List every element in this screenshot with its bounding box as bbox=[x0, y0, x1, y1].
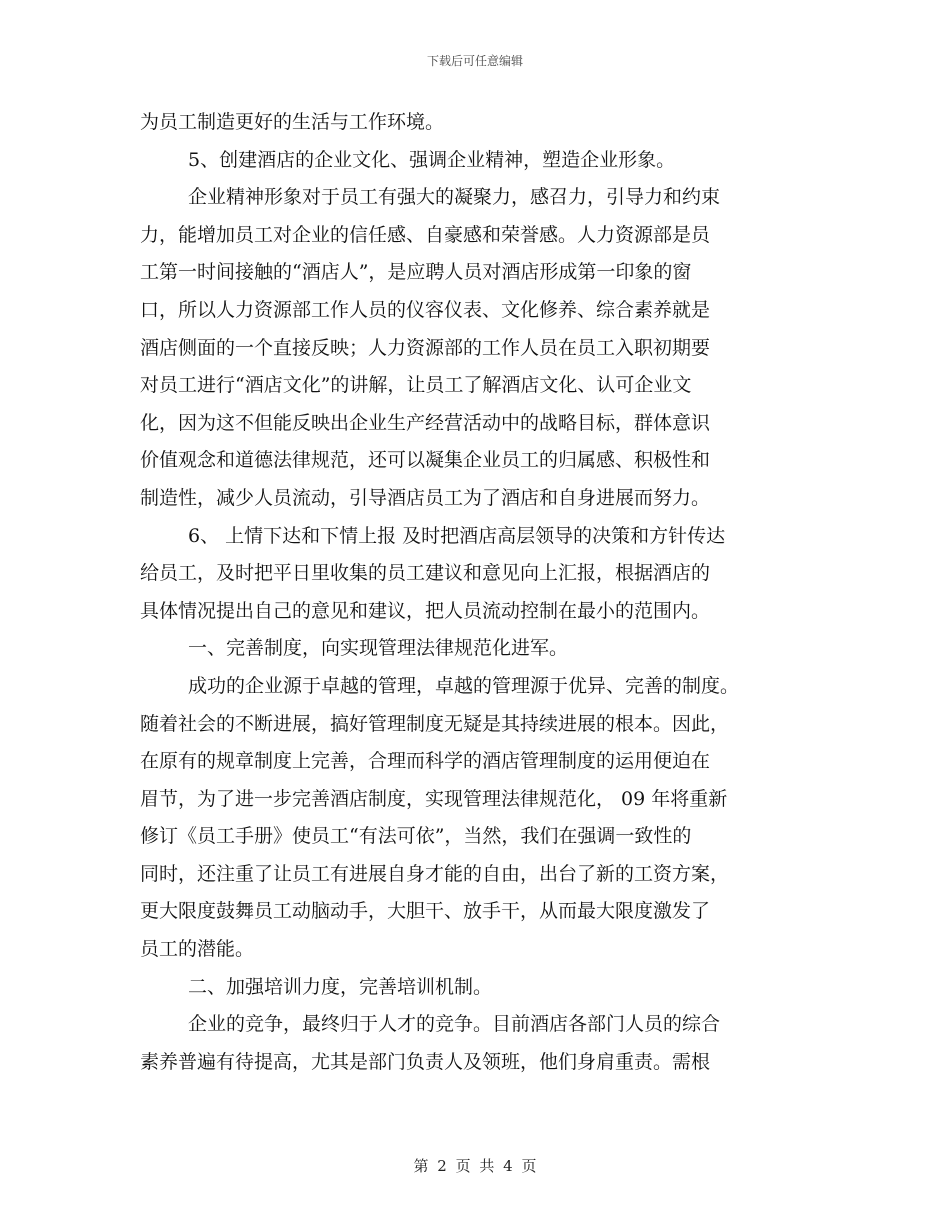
text-line: 口，所以人力资源部工作人员的仪容仪表、文化修养、综合素养就是 bbox=[140, 298, 711, 321]
text-line: 眉节，为了进一步完善酒店制度，实现管理法律规范化， 09 年将重新 bbox=[140, 787, 728, 810]
text-line: 力，能增加员工对企业的信任感、自豪感和荣誉感。人力资源部是员 bbox=[140, 223, 711, 246]
text-line: 素养普遍有待提高，尤其是部门负责人及领班，他们身肩重责。需根 bbox=[140, 1050, 711, 1073]
document-body bbox=[140, 104, 812, 1081]
text-line: 成功的企业源于卓越的管理，卓越的管理源于优异、完善的制度。 bbox=[188, 674, 740, 697]
text-line: 同时，还注重了让员工有进展自身才能的自由，出台了新的工资方案， bbox=[140, 862, 730, 885]
text-line: 5、创建酒店的企业文化、强调企业精神，塑造企业形象。 bbox=[188, 148, 676, 171]
text-line: 企业的竞争，最终归于人才的竞争。目前酒店各部门人员的综合 bbox=[188, 1013, 721, 1036]
text-line: 二、加强培训力度，完善培训机制。 bbox=[188, 975, 493, 998]
page-footer: 第 2 页 共 4 页 bbox=[413, 1157, 537, 1175]
text-line: 企业精神形象对于员工有强大的凝聚力，感召力，引导力和约束 bbox=[188, 186, 721, 209]
text-line: 价值观念和道德法律规范，还可以凝集企业员工的归属感、积极性和 bbox=[140, 449, 711, 472]
text-line: 修订《员工手册》使员工“有法可依”，当然，我们在强调一致性的 bbox=[140, 825, 692, 848]
text-line: 一、完善制度，向实现管理法律规范化进军。 bbox=[188, 637, 569, 660]
text-line: 给员工，及时把平日里收集的员工建议和意见向上汇报，根据酒店的 bbox=[140, 562, 711, 585]
text-line: 更大限度鼓舞员工动脑动手，大胆干、放手干，从而最大限度激发了 bbox=[140, 900, 711, 923]
text-line: 员工的潜能。 bbox=[140, 938, 255, 961]
text-line: 工第一时间接触的“酒店人”，是应聘人员对酒店形成第一印象的窗 bbox=[140, 261, 692, 284]
text-line: 在原有的规章制度上完善，合理而科学的酒店管理制度的运用便迫在 bbox=[140, 750, 711, 773]
text-line: 化，因为这不但能反映出企业生产经营活动中的战略目标，群体意识 bbox=[140, 411, 711, 434]
text-line: 6、 上情下达和下情上报 及时把酒店高层领导的决策和方针传达 bbox=[188, 524, 726, 547]
text-line: 制造性，减少人员流动，引导酒店员工为了酒店和自身进展而努力。 bbox=[140, 486, 711, 509]
text-line: 酒店侧面的一个直接反映；人力资源部的工作人员在员工入职初期要 bbox=[140, 336, 711, 359]
text-line: 随着社会的不断进展，搞好管理制度无疑是其持续进展的根本。因此， bbox=[140, 712, 730, 735]
text-line: 具体情况提出自己的意见和建议，把人员流动控制在最小的范围内。 bbox=[140, 599, 711, 622]
text-line: 为员工制造更好的生活与工作环境。 bbox=[140, 111, 445, 133]
text-line: 对员工进行“酒店文化”的讲解，让员工了解酒店文化、认可企业文 bbox=[140, 374, 692, 397]
page-header: 下载后可任意编辑 bbox=[426, 54, 523, 68]
